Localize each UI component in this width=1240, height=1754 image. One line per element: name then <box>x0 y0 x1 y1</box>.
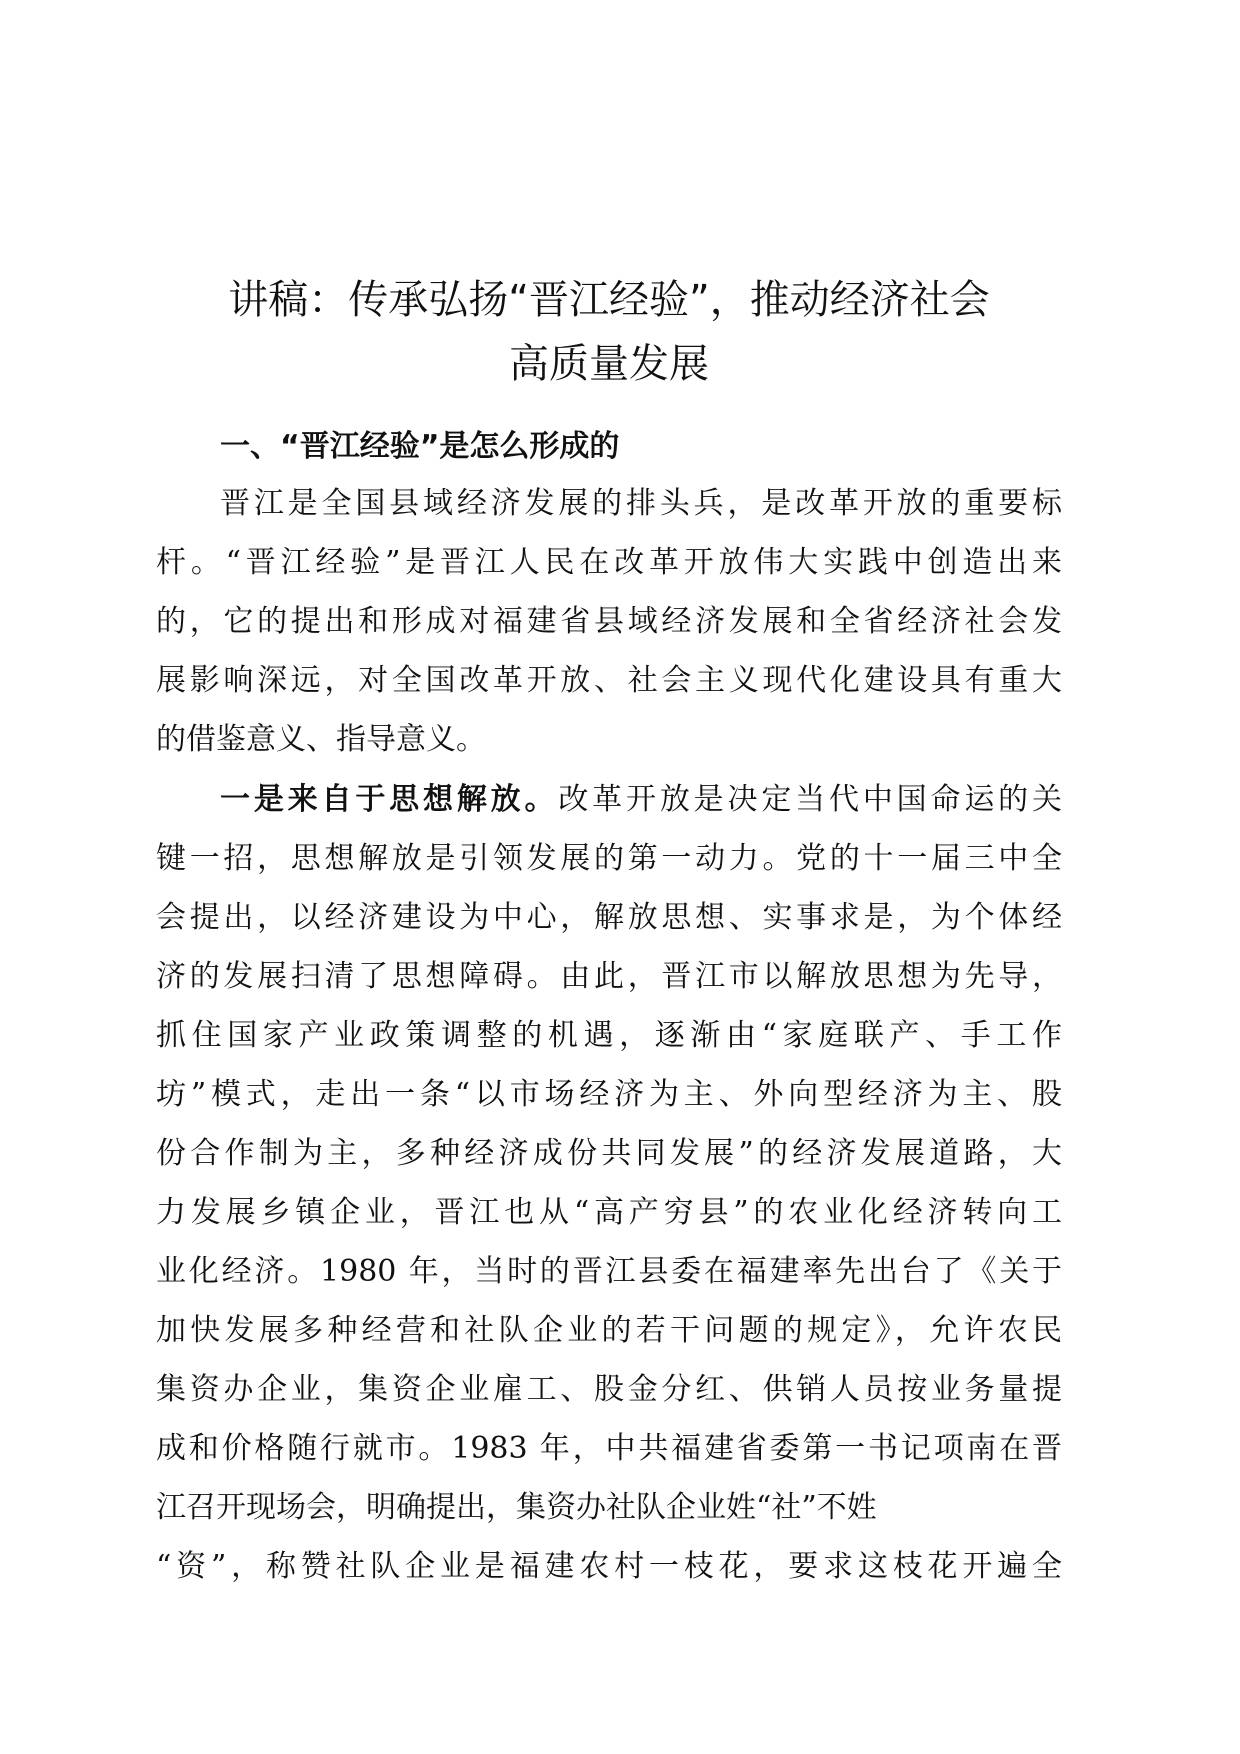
paragraph-line: 集资办企业，集资企业雇工、股金分红、供销人员按业务量提 <box>156 1372 1062 1407</box>
paragraph-line: 份合作制为主，多种经济成份共同发展”的经济发展道路，大 <box>156 1136 1062 1171</box>
paragraph-line: 业化经济。1980 年，当时的晋江县委在福建率先出台了《关于 <box>156 1254 1062 1289</box>
paragraph-line: 键一招，思想解放是引领发展的第一动力。党的十一届三中全 <box>156 841 1062 876</box>
paragraph-line: 的，它的提出和形成对福建省县域经济发展和全省经济社会发 <box>156 604 1062 639</box>
paragraph-2 <box>156 770 1062 1596</box>
section-heading: 一、“晋江经验”是怎么形成的 <box>220 429 620 464</box>
paragraph-line: 抓住国家产业政策调整的机遇，逐渐由“家庭联产、手工作 <box>156 1018 1062 1053</box>
paragraph-line: 展影响深远，对全国改革开放、社会主义现代化建设具有重大 <box>156 663 1062 698</box>
paragraph-1 <box>156 474 1062 769</box>
title-line-2: 高质量发展 <box>509 341 709 387</box>
document-page <box>156 0 1062 1754</box>
paragraph-line: 江召开现场会，明确提出，集资办社队企业姓“社”不姓 <box>156 1490 877 1525</box>
paragraph-line: 力发展乡镇企业，晋江也从“高产穷县”的农业化经济转向工 <box>156 1195 1062 1230</box>
paragraph-line: 加快发展多种经营和社队企业的若干问题的规定》，允许农民 <box>156 1313 1062 1348</box>
paragraph-line: 晋江是全国县域经济发展的排头兵，是改革开放的重要标 <box>220 486 1062 521</box>
paragraph-line: 的借鉴意义、指导意义。 <box>156 722 486 757</box>
paragraph-line: 坊”模式，走出一条“以市场经济为主、外向型经济为主、股 <box>156 1077 1062 1112</box>
paragraph-line: 济的发展扫清了思想障碍。由此，晋江市以解放思想为先导， <box>156 959 1062 994</box>
document-title <box>156 268 1062 396</box>
paragraph-lead-rest: 改革开放是决定当代中国命运的关 <box>558 782 1063 817</box>
paragraph-lead: 一是来自于思想解放。 <box>220 782 559 817</box>
title-line-1: 讲稿：传承弘扬“晋江经验”，推动经济社会 <box>228 277 990 323</box>
paragraph-line: 成和价格随行就市。1983 年，中共福建省委第一书记项南在晋 <box>156 1431 1062 1466</box>
paragraph-line: “资”，称赞社队企业是福建农村一枝花，要求这枝花开遍全 <box>156 1549 1062 1584</box>
paragraph-line: 杆。“晋江经验”是晋江人民在改革开放伟大实践中创造出来 <box>156 545 1062 580</box>
paragraph-first-line <box>156 770 1062 829</box>
paragraph-line: 会提出，以经济建设为中心，解放思想、实事求是，为个体经 <box>156 900 1062 935</box>
